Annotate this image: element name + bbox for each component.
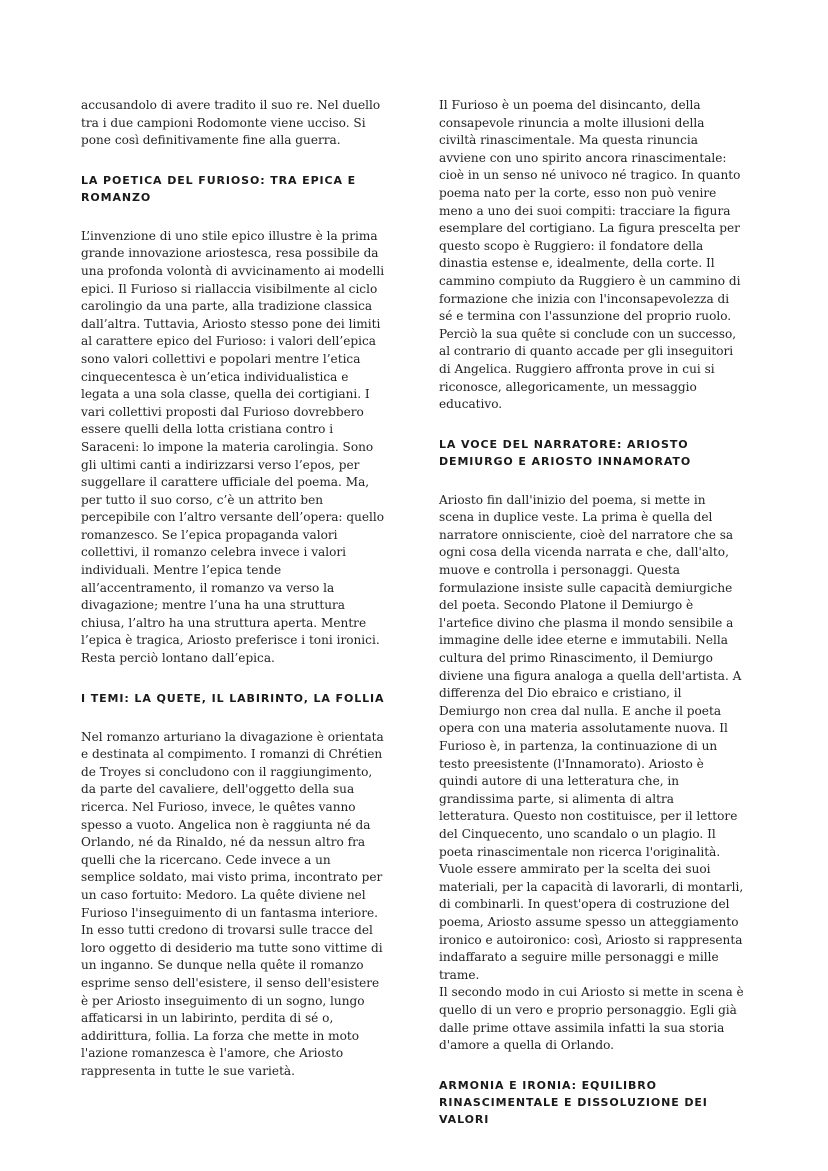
heading-poetica-del-furioso: LA POETICA DEL FURIOSO: TRA EPICA E ROMANZO	[81, 173, 357, 204]
heading-voce-del-narratore: LA VOCE DEL NARRATORE: ARIOSTO DEMIURGO E ARIOSTO INNAMORATO	[439, 437, 692, 468]
heading-armonia-e-ironia: ARMONIA E IRONIA: EQUILIBRO RINASCIMENTALE E DISSOLUZIONE DEI VALORI	[439, 1078, 708, 1126]
paragraph-rodomonte-duel: accusandolo di avere tradito il suo re. Nel duello tra i due campioni Rodomonte viene ucciso. Si pone così definitivamente fine alla guerra.	[81, 98, 381, 148]
right-column	[439, 97, 744, 1128]
paragraph-quete: Nel romanzo arturiano la divagazione è orientata e destinata al compimento. I romanzi di Chrétien de Troyes si concludono con il raggiungimento, da parte del cavaliere, dell'oggetto della sua ricerca. Nel Furioso, invece, le quêtes vanno spesso a vuoto. Angelica non è raggiunta né da Orlando, né da Rinaldo, né da nessun altro fra quelli che la ricercano. Cede invece a un semplice soldato, mai visto prima, incontrato per un caso fortuito: Medoro. La quête diviene nel Furioso l'inseguimento di un fantasma interiore. In esso tutti credono di trovarsi sulle tracce del loro oggetto di desiderio ma tutte sono vittime di un inganno. Se dunque nella quête il romanzo esprime senso dell'esistere, il senso dell'esistere è per Ariosto inseguimento di un sogno, lungo affaticarsi in un labirinto, perdita di sé o, addirittura, follia. La forza che mette in moto l'azione romanzesca è l'amore, che Ariosto rappresenta in tutte le sue varietà.	[81, 729, 384, 1078]
heading-i-temi: I TEMI: LA QUETE, IL LABIRINTO, LA FOLLIA	[81, 691, 385, 705]
paragraph-personaggio: Il secondo modo in cui Ariosto si mette in scena è quello di un vero e proprio personaggio. Egli già dalle prime ottave assimila infatti la sua storia d'amore a quella di Orlando.	[439, 985, 744, 1053]
paragraph-demiurgo: Ariosto fin dall'inizio del poema, si mette in scena in duplice veste. La prima è quella del narratore onnisciente, cioè del narratore che sa ogni cosa della vicenda narrata e che, dall'alto, muove e controlla i personaggi. Questa formulazione insiste sulle capacità demiurgiche del poeta. Secondo Platone il Demiurgo è l'artefice divino che plasma il mondo sensibile a immagine delle idee eterne e immutabili. Nella cultura del primo Rinascimento, il Demiurgo diviene una figura analoga a quella dell'artista. A differenza del Dio ebraico e cristiano, il Demiurgo non crea dal nulla. E anche il poeta opera con una materia assolutamente nuova. Il Furioso è, in partenza, la continuazione di un testo preesistente (l'Innamorato). Ariosto è quindi autore di una letteratura che, in grandissima parte, si alimenta di altra letteratura. Questo non costituisce, per il lettore del Cinquecento, uno scandalo o un plagio. Il poeta rinascimentale non ricerca l'originalità. Vuole essere ammirato per la scelta dei suoi materiali, per la capacità di lavorarli, di montarli, di combinarli. In quest'opera di costruzione del poema, Ariosto assume spesso un atteggiamento ironico e autoironico: così, Ariosto si rappresenta indaffarato a seguire mille personaggi e mille trame.	[439, 492, 744, 982]
paragraph-disincanto: Il Furioso è un poema del disincanto, della consapevole rinuncia a molte illusioni della civiltà rinascimentale. Ma questa rinuncia avviene con uno spirito ancora rinascimentale: cioè in un senso né univoco né tragico. In quanto poema nato per la corte, esso non può venire meno a uno dei suoi compiti: tracciare la figura esemplare del cortigiano. La figura prescelta per questo scopo è Ruggiero: il fondatore della dinastia estense e, idealmente, della corte. Il cammino compiuto da Ruggiero è un cammino di formazione che inizia con l'inconsapevolezza di sé e termina con l'assunzione del proprio ruolo. Perciò la sua quête si conclude con un successo, al contrario di quanto accade per gli inseguitori di Angelica. Ruggiero affronta prove in cui si riconosce, allegoricamente, un messaggio educativo.	[439, 98, 741, 412]
paragraph-epic-style: L’invenzione di uno stile epico illustre è la prima grande innovazione ariostesca, resa possibile da una profonda volontà di avvicinamento ai modelli epici. Il Furioso si riallaccia visibilmente al ciclo carolingio da una parte, alla tradizione classica dall’altra. Tuttavia, Ariosto stesso pone dei limiti al carattere epico del Furioso: i valori dell’epica sono valori collettivi e popolari mentre l’etica cinquecentesca è un’etica individualistica e legata a una sola classe, quella dei cortigiani. I vari collettivi proposti dal Furioso dovrebbero essere quelli della lotta cristiana contro i Saraceni: lo impone la materia carolingia. Sono gli ultimi canti a indirizzarsi verso l’epos, per suggellare il carattere ufficiale del poema. Ma, per tutto il suo corso, c’è un attrito ben percepibile con l’altro versante dell’opera: quello romanzesco. Se l’epica propaganda valori collettivi, il romanzo celebra invece i valori individuali. Mentre l’epica tende all’accentramento, il romanzo va verso la divagazione; mentre l’una ha una struttura chiusa, l’altro ha una struttura aperta. Mentre l’epica è tragica, Ariosto preferisce i toni ironici. Resta perciò lontano dall’epica.	[81, 228, 385, 666]
left-column	[81, 97, 386, 1081]
